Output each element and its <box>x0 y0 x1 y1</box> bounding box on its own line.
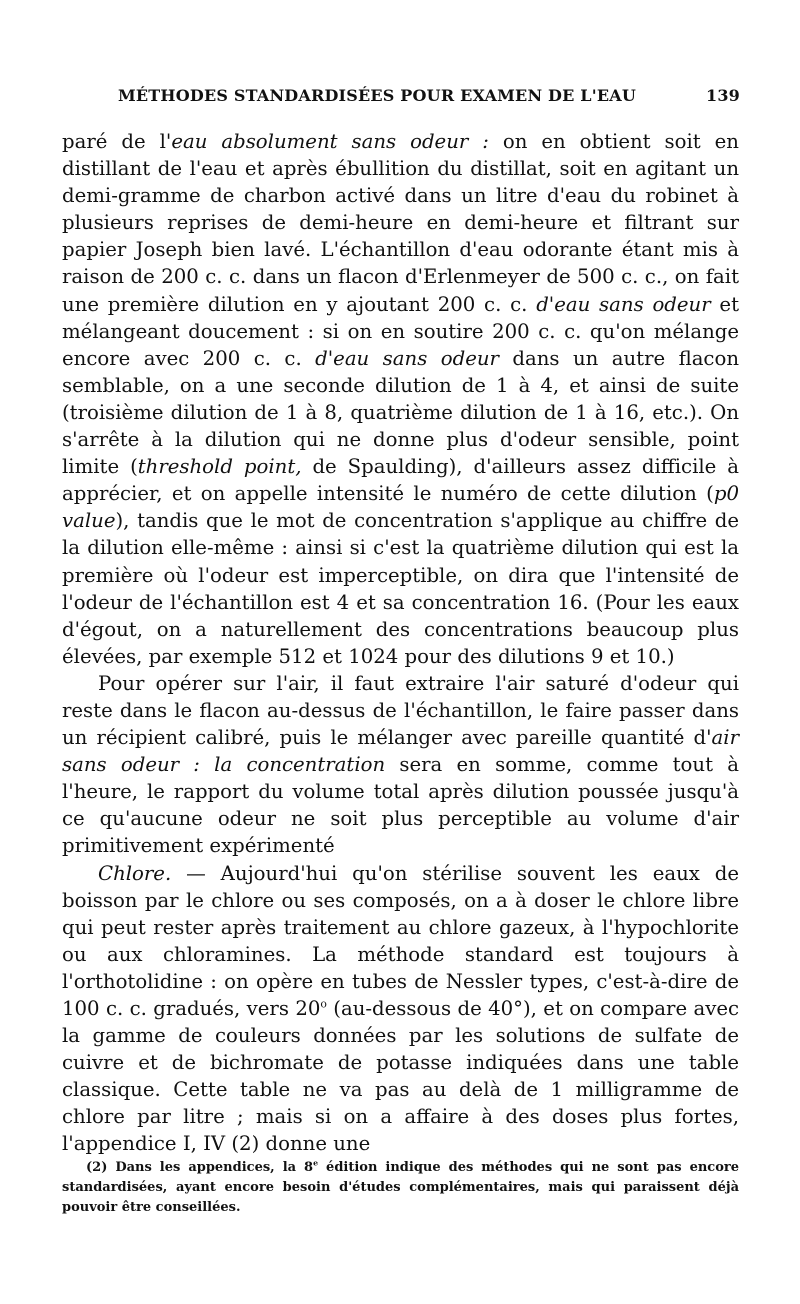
text-run: édition indique des méthodes qui ne sont pas encore standardisées, ayant encore besoin d'études complémentaires, mais qui paraissent déjà pouvoir être conseillées. <box>62 1160 739 1215</box>
page-number: 139 <box>706 86 740 105</box>
text-run: dans un autre flacon semblable, on a une seconde dilution de 1 à 4, et ainsi de suite (troisième dilution de 1 à 8, quatrième dilution de 1 à 16, etc.). On s'arrête à la dilution qui ne donne plus d'odeur sensible, point limite ( <box>62 346 739 479</box>
paragraph <box>62 860 739 1158</box>
italic-text: p0 value <box>62 482 739 533</box>
italic-text: d'eau sans odeur <box>536 292 711 316</box>
italic-text: eau absolument sans odeur : <box>171 130 489 153</box>
footnote <box>62 1158 739 1218</box>
text-run: ), tandis que le mot de concentration s'applique au chiffre de la dilution elle-même : ainsi si c'est la quatrième dilution qui est la première où l'odeur est imperceptible, on dira que l'intensité de l'odeur de l'échantillon est 4 et sa concentration 16. (Pour les eaux d'égout, on a naturellement des concentrations beaucoup plus élevées, par exemple 512 et 1024 pour des dilutions 9 et 10.) <box>62 509 739 668</box>
paragraph <box>62 670 739 860</box>
running-title: MÉTHODES STANDARDISÉES POUR EXAMEN DE L'EAU <box>118 86 636 105</box>
text-run: paré de l' <box>62 130 172 153</box>
superscript: e <box>313 1158 319 1168</box>
italic-text: Chlore. <box>98 861 172 885</box>
text-run: sera en somme, comme tout à l'heure, le rapport du volume total après dilution poussée jusqu'à ce qu'aucune odeur ne soit plus perceptible au volume d'air primitivement expérimenté <box>62 753 739 858</box>
text-run: (au-dessous de 40°), et on compare avec la gamme de couleurs données par les solutions de sulfate de cuivre et de bichromate de potasse indiquées dans une table classique. Cette table ne va pas au delà de 1 milligramme de chlore par litre ; mais si on a affaire à des doses plus fortes, l'appendice I, IV (2) donne une <box>62 997 739 1156</box>
text-run: et mélangeant doucement : si on en soutire 200 c. c. qu'on mélange encore avec 200 c. c. <box>62 292 739 370</box>
italic-text: threshold point, <box>137 455 302 479</box>
text-run: on en obtient soit en distillant de l'eau et après ébullition du distillat, soit en agitant un demi-gramme de charbon activé dans un litre d'eau du robinet à plusieurs reprises de demi-heure en demi-heure et filtrant sur papier Joseph bien lavé. L'échantillon d'eau odorante étant mis à raison de 200 c. c. dans un flacon d'Erlenmeyer de 500 c. c., on fait une première dilution en y ajoutant 200 c. c. <box>62 130 739 316</box>
running-header <box>118 86 740 114</box>
superscript: o <box>320 997 327 1011</box>
text-run: Pour opérer sur l'air, il faut extraire l'air saturé d'odeur qui reste dans le flacon au-dessus de l'échantillon, le faire passer dans un récipient calibré, puis le mélanger avec pareille quantité d' <box>62 671 739 750</box>
text-run: (2) Dans les appendices, la 8 <box>86 1160 314 1175</box>
italic-text: air sans odeur : la concentration <box>62 726 739 777</box>
text-run: de Spaulding), d'ailleurs assez difficile à apprécier, et on appelle intensité le numéro de cette dilution ( <box>62 455 739 506</box>
body-text <box>62 128 739 1158</box>
paragraph <box>62 128 739 670</box>
italic-text: d'eau sans odeur <box>315 346 499 370</box>
text-run: — Aujourd'hui qu'on stérilise souvent les eaux de boisson par le chlore ou ses composés, on a à doser le chlore libre qui peut rester après traitement au chlore gazeux, à l'hypochlorite ou aux chloramines. La méthode standard est toujours à l'orthotolidine : on opère en tubes de Nessler types, c'est-à-dire de 100 c. c. gradués, vers 20 <box>62 861 739 1020</box>
